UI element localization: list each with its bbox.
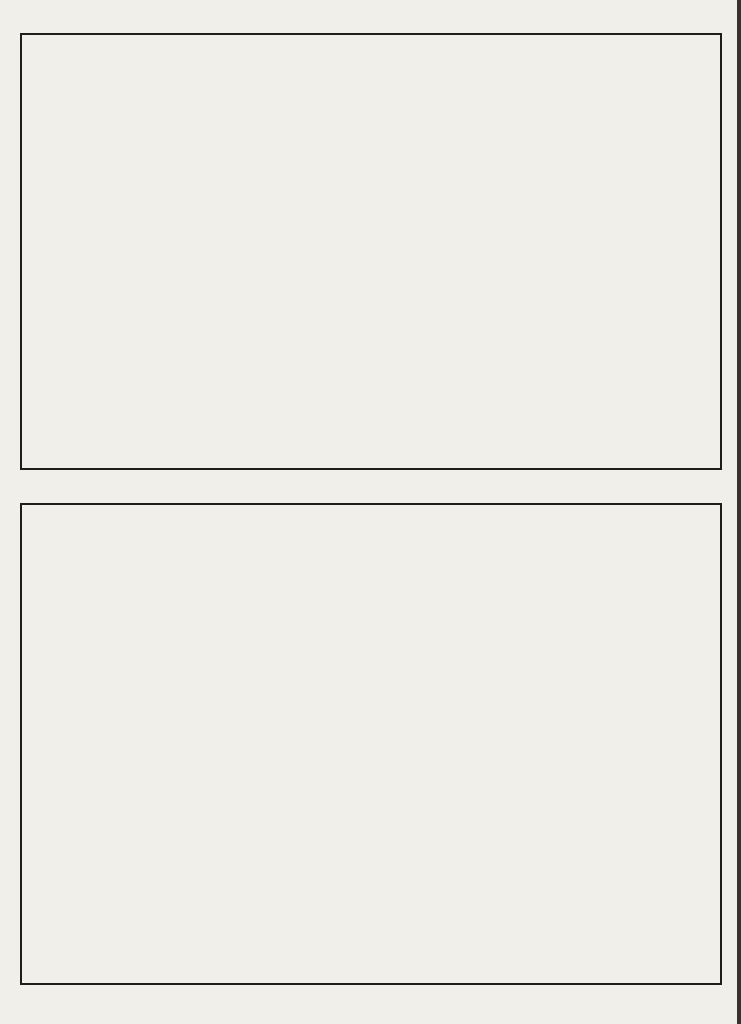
page-scan-edge-shadow [737, 0, 741, 1024]
roster-table-bottom [20, 503, 722, 985]
roster-table-top [20, 33, 722, 470]
